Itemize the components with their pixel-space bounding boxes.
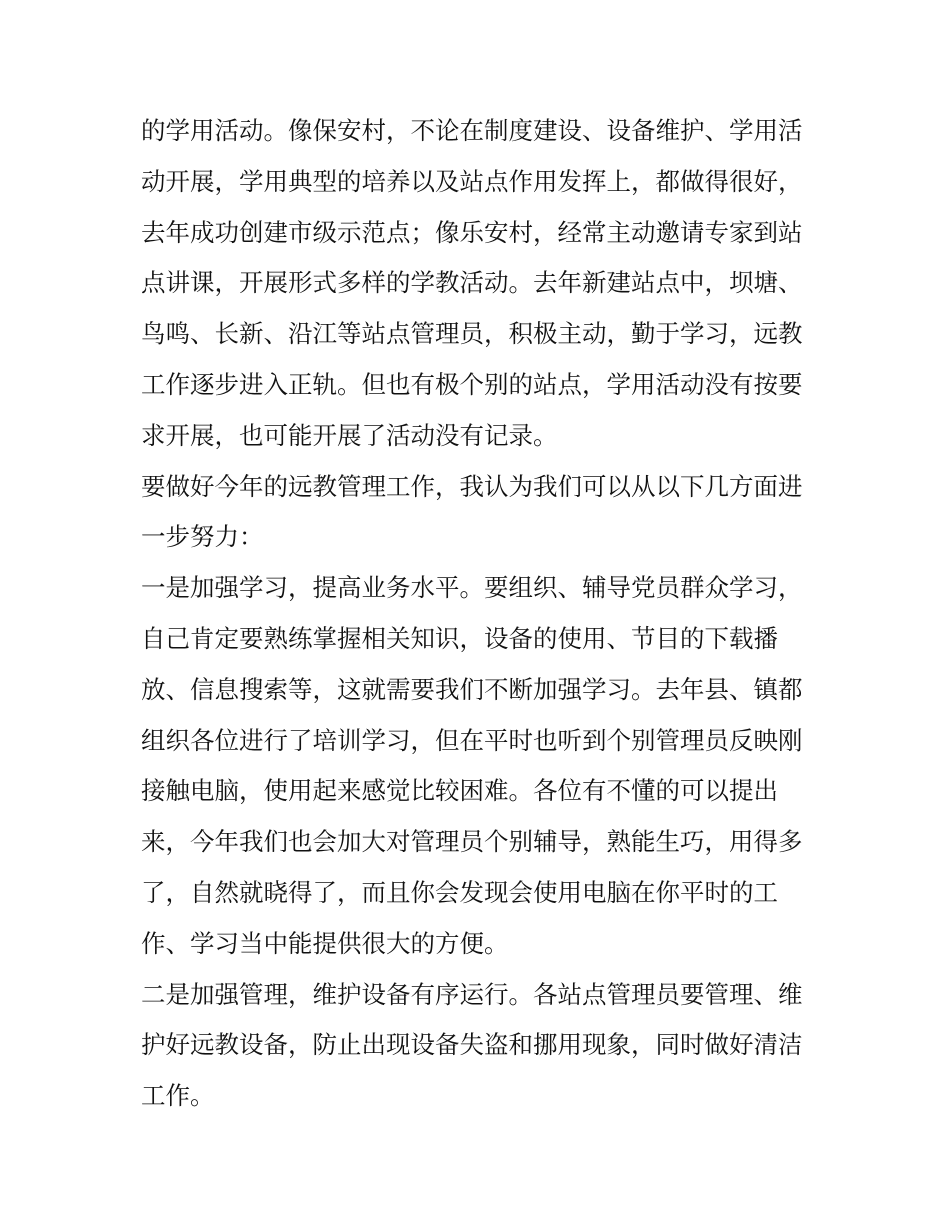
text-line: 工作逐步进入正轨。但也有极个别的站点，学用活动没有按要 (141, 369, 803, 399)
text-line: 了，自然就晓得了，而且你会发现会使用电脑在你平时的工 (141, 877, 778, 907)
text-line: 一是加强学习，提高业务水平。要组织、辅导党员群众学习， (141, 573, 803, 603)
document-body (141, 106, 831, 1122)
text-line: 去年成功创建市级示范点；像乐安村，经常主动邀请专家到站 (141, 217, 803, 247)
text-line: 工作。 (141, 1081, 215, 1111)
text-line: 的学用活动。像保安村，不论在制度建设、设备维护、学用活 (141, 116, 803, 145)
text-line: 点讲课，开展形式多样的学教活动。去年新建站点中，坝塘、 (141, 268, 803, 298)
text-line: 动开展，学用典型的培养以及站点作用发挥上，都做得很好， (141, 166, 803, 196)
text-line: 接触电脑，使用起来感觉比较困难。各位有不懂的可以提出 (141, 776, 778, 806)
text-line: 护好远教设备，防止出现设备失盗和挪用现象，同时做好清洁 (141, 1030, 803, 1060)
text-line: 放、信息搜索等，这就需要我们不断加强学习。去年县、镇都 (141, 674, 803, 704)
text-line: 求开展，也可能开展了活动没有记录。 (141, 420, 558, 450)
text-line: 一步努力： (141, 522, 264, 552)
text-line: 二是加强管理，维护设备有序运行。各站点管理员要管理、维 (141, 979, 803, 1009)
text-line: 鸟鸣、长新、沿江等站点管理员，积极主动，勤于学习，远教 (141, 319, 803, 349)
text-line: 要做好今年的远教管理工作，我认为我们可以从以下几方面进 (141, 471, 803, 501)
text-line: 作、学习当中能提供很大的方便。 (141, 928, 509, 958)
text-line: 自己肯定要熟练掌握相关知识，设备的使用、节目的下载播 (141, 623, 778, 653)
text-line: 来，今年我们也会加大对管理员个别辅导，熟能生巧，用得多 (141, 827, 803, 857)
text-line: 组织各位进行了培训学习，但在平时也听到个别管理员反映刚 (141, 725, 803, 755)
